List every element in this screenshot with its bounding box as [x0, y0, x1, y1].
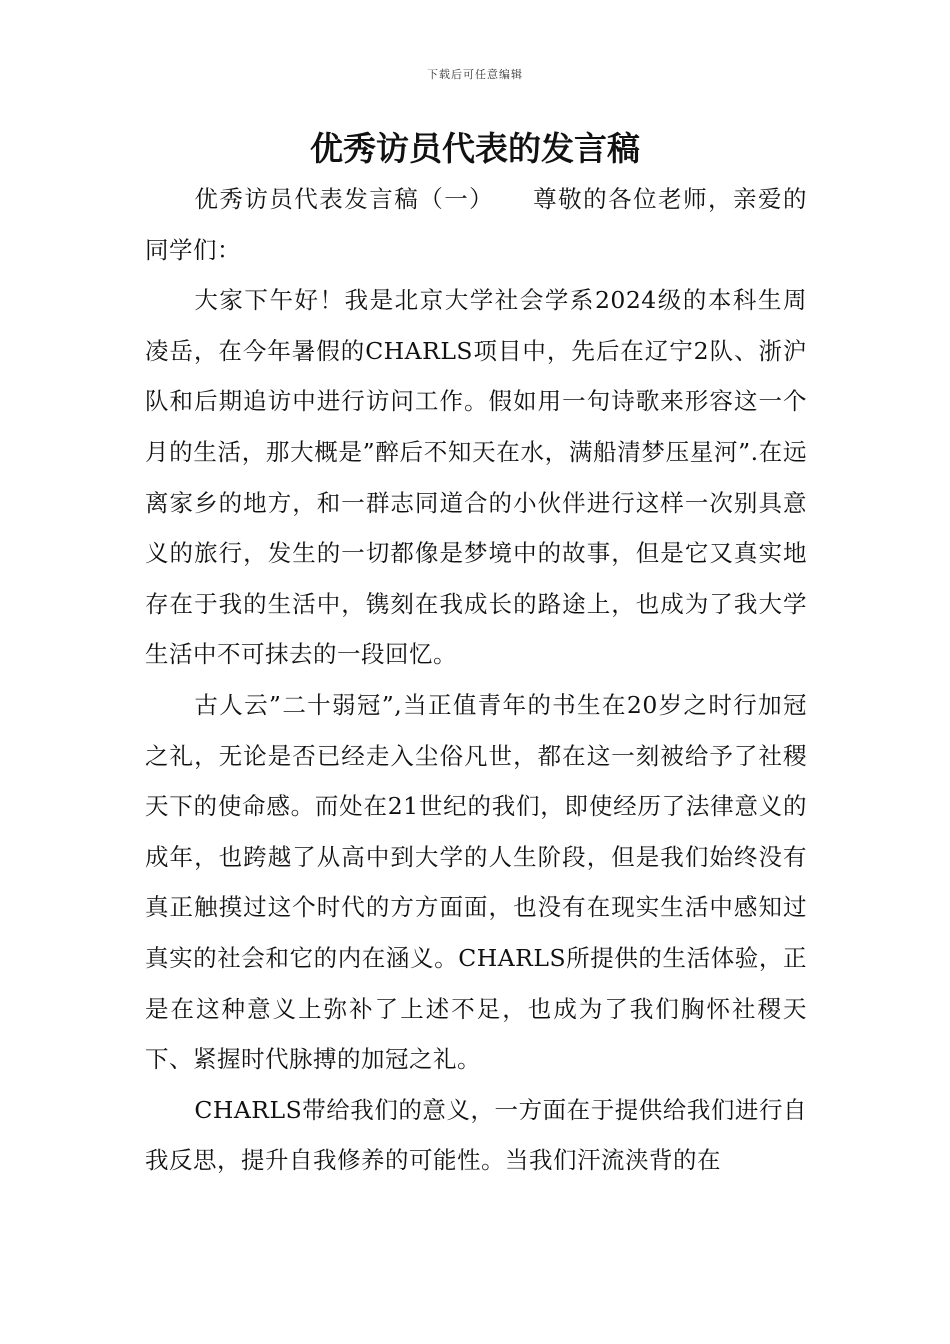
header-note: 下载后可任意编辑 — [427, 68, 523, 81]
paragraph: CHARLS带给我们的意义，一方面在于提供给我们进行自我反思，提升自我修养的可能性。当我们汗流浃背的在 — [145, 1095, 807, 1175]
paragraph: 大家下午好！我是北京大学社会学系2024级的本科生周凌岳，在今年暑假的CHARLS项目中，先后在辽宁2队、浙沪队和后期追访中进行访问工作。假如用一句诗歌来形容这一个月的生活，那大概是”醉后不知天在水，满船清梦压星河”.在远离家乡的地方，和一群志同道合的小伙伴进行这样一次别具意义的旅行，发生的一切都像是梦境中的故事，但是它又真实地存在于我的生活中，镌刻在我成长的路途上，也成为了我大学生活中不可抹去的一段回忆。 — [145, 286, 807, 669]
salutation: 尊敬的各位老师，亲爱的同学们： — [145, 185, 808, 264]
opening-paragraph — [145, 174, 807, 275]
document-title: 优秀访员代表的发言稿 — [310, 129, 640, 168]
paragraph: 古人云”二十弱冠”,当正值青年的书生在20岁之时行加冠之礼，无论是否已经走入尘俗凡世，都在这一刻被给予了社稷天下的使命感。而处在21世纪的我们，即使经历了法律意义的成年，也跨越了从高中到大学的人生阶段，但是我们始终没有真正触摸过这个时代的方方面面，也没有在现实生活中感知过真实的社会和它的内在涵义。CHARLS所提供的生活体验，正是在这种意义上弥补了上述不足，也成为了我们胸怀社稷天下、紧握时代脉搏的加冠之礼。 — [145, 690, 807, 1074]
document-subtitle: 优秀访员代表发言稿（一） — [194, 185, 495, 213]
document-body — [145, 174, 807, 1186]
